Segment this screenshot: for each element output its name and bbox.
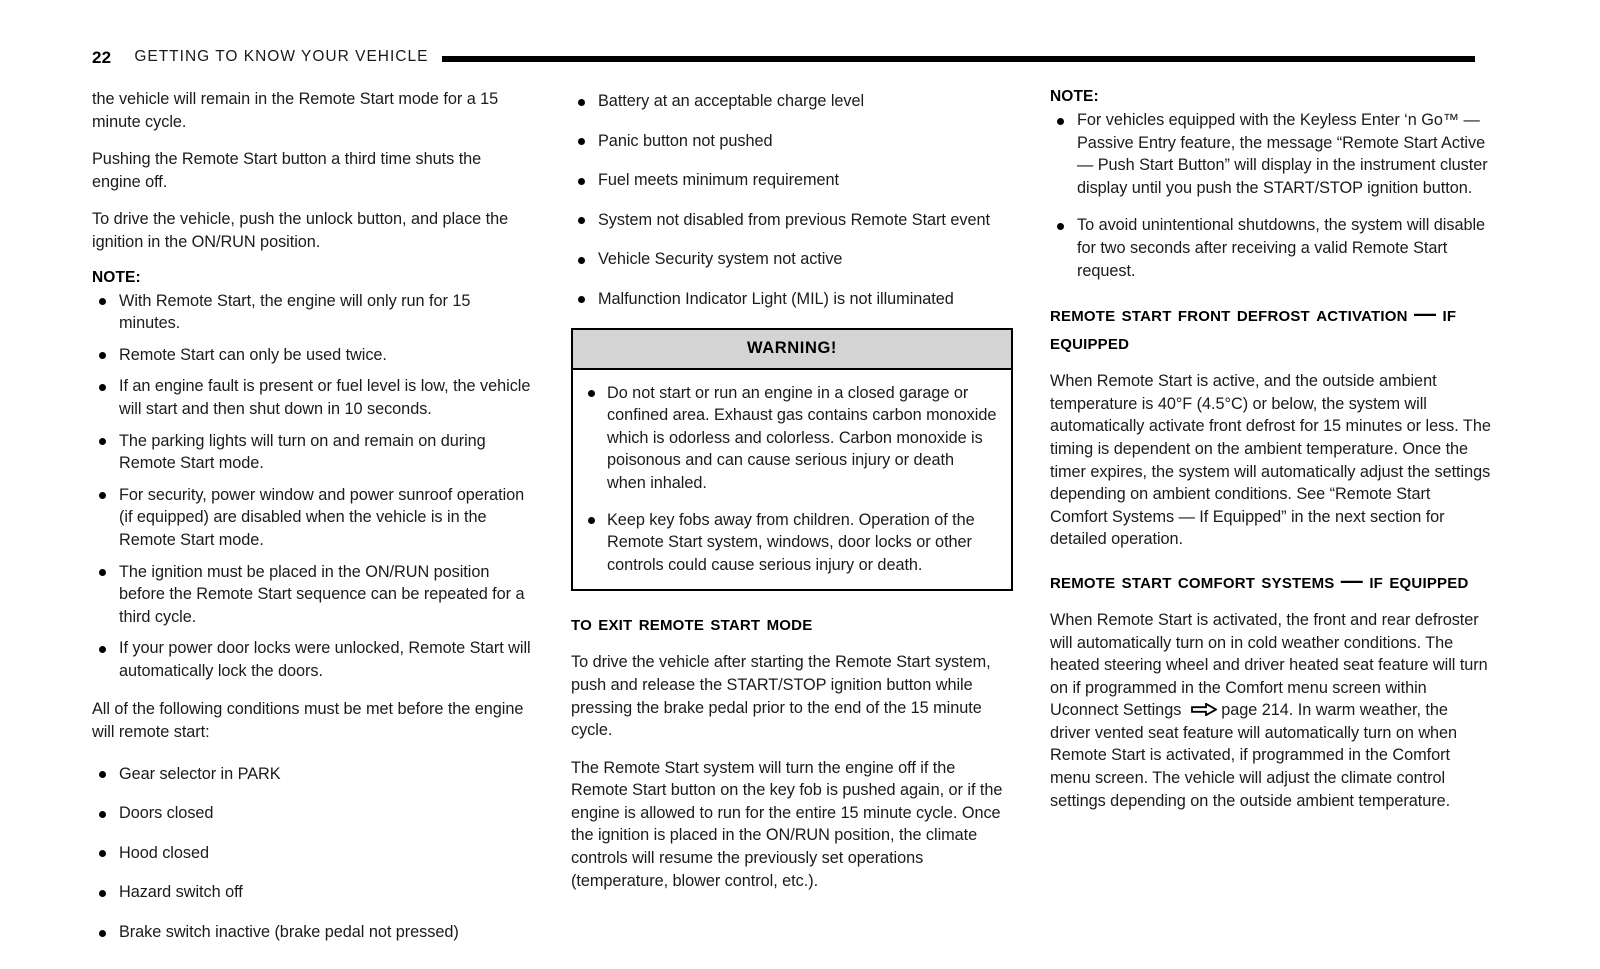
comfort-text-before-xref: When Remote Start is activated, the front and rear defroster will automatically turn on in cold weather conditions. The heated steering wheel and driver heated seat feature will turn on if programmed in the Comfort menu screen within Uconnect Settings <box>1050 610 1488 720</box>
section-heading-remote-start-front-defrost-activation: remote start front defrost activation — if equipped <box>1050 301 1457 355</box>
list-item: Panic button not pushed <box>571 130 1013 153</box>
page-title: GETTING TO KNOW YOUR VEHICLE <box>134 48 429 65</box>
list-item: For security, power window and power sunroof operation (if equipped) are disabled when the vehicle is in the Remote Start mode. <box>92 484 534 552</box>
list-item: Do not start or run an engine in a closed garage or confined area. Exhaust gas contains carbon monoxide which is odorless and colorless. Carbon monoxide is poisonous and can cause serious injury or death when inhaled. <box>577 382 997 495</box>
list-item: Doors closed <box>92 802 534 825</box>
header-rule <box>442 56 1475 62</box>
comfort-text-after-xref: In warm weather, the driver vented seat feature will automatically turn on when Remote Start is activated, if programmed in the Comfort menu screen. The vehicle will adjust the climate control settings depending on the outside ambient temperature. <box>1050 701 1458 810</box>
warning-body <box>573 370 1011 590</box>
paragraph-system-turn-off: The Remote Start system will turn the engine off if the Remote Start button on the key fob is pushed again, or if the engine is allowed to run for the entire 15 minute cycle. Once the ignition is placed in the ON/RUN position, the climate controls will resume the previously set operations (temperature, blower control, etc.). <box>571 758 1003 890</box>
note-label: NOTE: <box>92 268 141 286</box>
list-item: Brake switch inactive (brake pedal not pressed) <box>92 921 534 944</box>
list-item: If your power door locks were unlocked, Remote Start will automatically lock the doors. <box>92 637 534 682</box>
conditions-bullet-list-continued <box>571 90 1013 311</box>
list-item: If an engine fault is present or fuel level is low, the vehicle will start and then shut down in 10 seconds. <box>92 375 534 420</box>
list-item: Hood closed <box>92 842 534 865</box>
list-item: The parking lights will turn on and remain on during Remote Start mode. <box>92 430 534 475</box>
paragraph-to-drive: To drive the vehicle, push the unlock button, and place the ignition in the ON/RUN position. <box>92 210 509 251</box>
page-number: 22 <box>92 47 112 67</box>
list-item: For vehicles equipped with the Keyless Enter ‘n Go™ — Passive Entry feature, the message “Remote Start Active — Push Start Button” will display in the instrument cluster display until you push the START/STOP ignition button. <box>1050 109 1492 199</box>
note-bullet-list <box>92 290 534 683</box>
note-label: NOTE: <box>1050 88 1099 105</box>
column-3 <box>1050 88 1492 948</box>
column-2 <box>571 88 1013 948</box>
list-item: Battery at an acceptable charge level <box>571 90 1013 113</box>
list-item: The ignition must be placed in the ON/RUN position before the Remote Start sequence can be repeated for a third cycle. <box>92 561 534 629</box>
list-item: Vehicle Security system not active <box>571 248 1013 271</box>
list-item: System not disabled from previous Remote Start event <box>571 209 1013 232</box>
section-heading-to-exit-remote-start-mode: to exit remote start mode <box>571 610 813 636</box>
paragraph-to-drive-after-start: To drive the vehicle after starting the Remote Start system, push and release the START/STOP ignition button while pressing the brake pedal prior to the end of the 15 minute cycle. <box>571 653 991 740</box>
list-item: Hazard switch off <box>92 881 534 904</box>
paragraph-push-third-time: Pushing the Remote Start button a third time shuts the engine off. <box>92 150 482 191</box>
section-heading-remote-start-comfort-systems: remote start comfort systems — if equipped <box>1050 567 1469 593</box>
list-item: Malfunction Indicator Light (MIL) is not illuminated <box>571 288 1013 311</box>
paragraph-conditions-intro: All of the following conditions must be met before the engine will remote start: <box>92 700 524 742</box>
list-item: Fuel meets minimum requirement <box>571 169 1013 192</box>
warning-bullet-list <box>577 382 997 577</box>
note-bullet-list <box>1050 109 1492 282</box>
three-column-body <box>92 88 1492 948</box>
page-header <box>92 44 1475 70</box>
paragraph-comfort-systems <box>1050 609 1492 812</box>
list-item: Gear selector in PARK <box>92 763 534 786</box>
list-item: To avoid unintentional shutdowns, the system will disable for two seconds after receiving a valid Remote Start request. <box>1050 214 1492 282</box>
warning-title: WARNING! <box>573 330 1011 370</box>
list-item: Keep key fobs away from children. Operation of the Remote Start system, windows, door locks or other controls could cause serious injury or death. <box>577 509 997 577</box>
conditions-bullet-list <box>92 763 534 944</box>
column-1 <box>92 88 534 948</box>
paragraph-front-defrost: When Remote Start is active, and the outside ambient temperature is 40°F (4.5°C) or below, the system will automatically activate front defrost for 15 minutes or less. The timing is dependent on the ambient temperature. Once the timer expires, the system will automatically adjust the settings depending on ambient conditions. See “Remote Start Comfort Systems — If Equipped” in the next section for detailed operation. <box>1050 372 1491 549</box>
cross-reference-arrow-icon <box>1191 700 1217 713</box>
list-item: Remote Start can only be used twice. <box>92 344 534 367</box>
list-item: With Remote Start, the engine will only run for 15 minutes. <box>92 290 534 335</box>
paragraph-continued: the vehicle will remain in the Remote Start mode for a 15 minute cycle. <box>92 90 499 131</box>
xref-page-number: page 214. <box>1221 701 1294 720</box>
warning-box <box>571 328 1013 592</box>
